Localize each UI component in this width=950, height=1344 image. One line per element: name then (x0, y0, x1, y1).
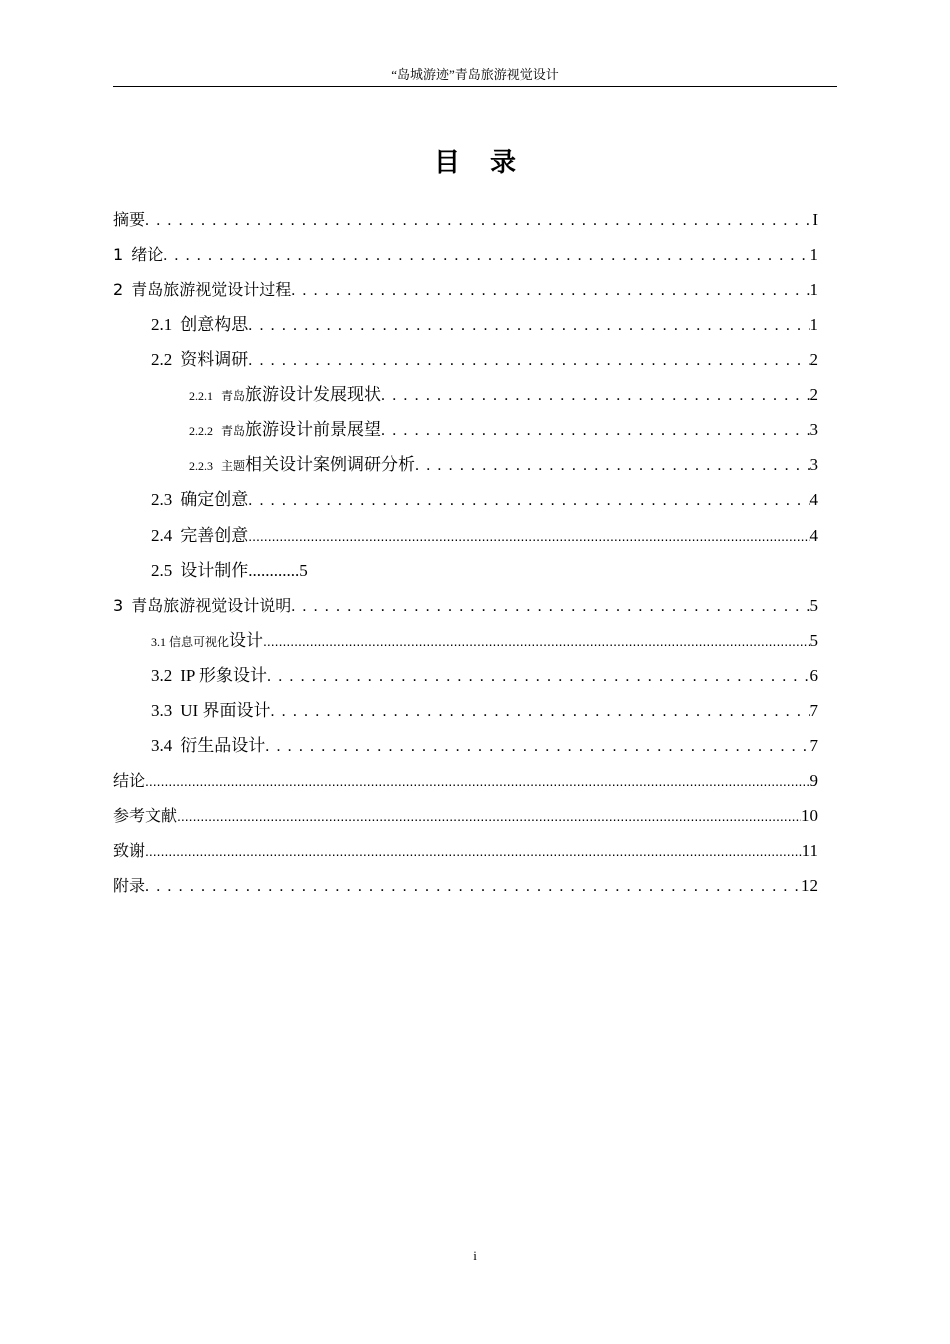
toc-entry-title: 设计制作............5 (180, 561, 308, 580)
toc-entry-appendix[interactable] (113, 874, 818, 898)
toc-entry-3-1[interactable] (151, 629, 818, 653)
toc-entry-number: 2.2.1 (189, 389, 213, 403)
toc-entry-title: 衍生品设计 (180, 736, 266, 755)
toc-entry-2-2-3[interactable] (189, 453, 818, 477)
toc-page-number: 5 (809, 631, 818, 650)
toc-entry-number: 1 (113, 245, 124, 264)
toc-leader (248, 348, 809, 373)
toc-entry-title: 完善创意 (180, 526, 249, 545)
toc-page-number: 4 (809, 490, 818, 509)
toc-leader (263, 629, 809, 653)
toc-entry-title: 参考文献 (113, 806, 178, 825)
toc-entry-number: 2.2 (151, 350, 173, 369)
toc-page-number: 2 (809, 350, 818, 369)
toc-entry-title: 旅游设计发展现状 (245, 385, 382, 404)
toc-page-number: 2 (809, 385, 818, 404)
toc-leader (265, 734, 809, 759)
toc-entry-title: 青岛旅游视觉设计过程 (131, 280, 292, 299)
toc-entry-number: 3.3 (151, 701, 173, 720)
toc-leader (270, 699, 809, 724)
toc-page-number: 4 (809, 526, 818, 545)
toc-leader (291, 278, 809, 303)
toc-entry-prefix: 主题 (221, 459, 246, 473)
toc-page-number: I (812, 210, 818, 229)
page-number: i (473, 1248, 477, 1263)
toc-entry-title: 设计 (229, 631, 264, 650)
toc-entry-2-3[interactable] (151, 488, 818, 512)
toc-entry-title: 致谢 (113, 841, 146, 860)
toc-entry-3-4[interactable] (151, 734, 818, 758)
toc-page-number: 12 (801, 876, 818, 895)
toc-entry-title: 附录 (113, 876, 146, 895)
toc-entry-title: 绪论 (131, 245, 164, 264)
toc-page-number: 3 (809, 455, 818, 474)
toc-entry-number: 3.4 (151, 736, 173, 755)
toc-entry-title: 青岛旅游视觉设计说明 (131, 596, 292, 615)
toc-leader (415, 453, 809, 478)
toc-entry-abstract[interactable] (113, 208, 818, 232)
toc-entry-title: 结论 (113, 771, 146, 790)
toc-entry-title: 资料调研 (180, 350, 249, 369)
toc-entry-2[interactable] (113, 278, 818, 302)
toc-leader (163, 243, 809, 268)
toc-entry-number: 2.4 (151, 526, 173, 545)
toc-leader (291, 594, 809, 619)
toc-entry-3-3[interactable] (151, 699, 818, 723)
toc-leader (177, 804, 801, 828)
toc-entry-title: 创意构思 (180, 315, 249, 334)
toc-entry-title: UI 界面设计 (180, 701, 271, 720)
toc-leader (145, 874, 801, 899)
toc-entry-title: 摘要 (113, 210, 146, 229)
toc-page-number: 9 (809, 771, 818, 790)
toc-entry-prefix: 青岛 (221, 389, 246, 403)
toc-entry-3[interactable] (113, 594, 818, 618)
toc-page-number: 10 (801, 806, 818, 825)
toc-leader (381, 418, 809, 443)
toc-page-number: 1 (809, 245, 818, 264)
toc-entry-number: 3 (113, 596, 124, 615)
toc-entry-number: 2.2.2 (189, 424, 213, 438)
toc-entry-acknowledgements[interactable] (113, 839, 818, 863)
toc-leader (145, 769, 809, 793)
toc-page-number: 7 (809, 701, 818, 720)
toc-leader (267, 664, 810, 689)
toc-page-number: 7 (809, 736, 818, 755)
toc-entry-title: IP 形象设计 (180, 666, 267, 685)
toc-entry-number: 2.5 (151, 561, 173, 580)
toc-entry-2-2-2[interactable] (189, 418, 818, 442)
toc-leader (248, 313, 809, 338)
toc-page-number: 1 (809, 315, 818, 334)
toc-entry-number: 2.2.3 (189, 459, 213, 473)
toc-entry-references[interactable] (113, 804, 818, 828)
toc-entry-3-2[interactable] (151, 664, 818, 688)
toc-entry-prefix: 青岛 (221, 424, 246, 438)
toc-entry-2-1[interactable] (151, 313, 818, 337)
running-header: “岛城游迹”青岛旅游视觉设计 (113, 64, 837, 87)
toc-entry-number: 3.2 (151, 666, 173, 685)
toc-page-number: 5 (809, 596, 818, 615)
toc-entry-number: 2 (113, 280, 124, 299)
toc-entry-2-4[interactable] (151, 524, 818, 548)
toc-entry-title: 旅游设计前景展望 (245, 420, 382, 439)
toc-page-number: 3 (809, 420, 818, 439)
toc-entry-number: 2.1 (151, 315, 173, 334)
toc-entry-number: 3.1 (151, 635, 166, 649)
page-title: 目录 (433, 148, 546, 178)
toc-entry-number: 2.3 (151, 490, 173, 509)
toc-page-number: 1 (809, 280, 818, 299)
toc-leader (381, 383, 809, 408)
toc-entry-prefix: 信息可视化 (169, 635, 230, 649)
toc-entry-2-5[interactable] (151, 559, 308, 583)
toc-leader (248, 524, 809, 548)
toc-entry-conclusion[interactable] (113, 769, 818, 793)
toc-entry-title: 相关设计案例调研分析 (245, 455, 416, 474)
toc-entry-2-2-1[interactable] (189, 383, 818, 407)
toc-leader (145, 839, 802, 863)
toc-leader (145, 208, 812, 233)
toc-entry-title: 确定创意 (180, 490, 249, 509)
toc-page-number: 11 (801, 841, 818, 860)
toc-page-number: 6 (809, 666, 818, 685)
toc-entry-2-2[interactable] (151, 348, 818, 372)
toc-leader (248, 488, 809, 513)
toc-entry-1[interactable] (113, 243, 818, 267)
